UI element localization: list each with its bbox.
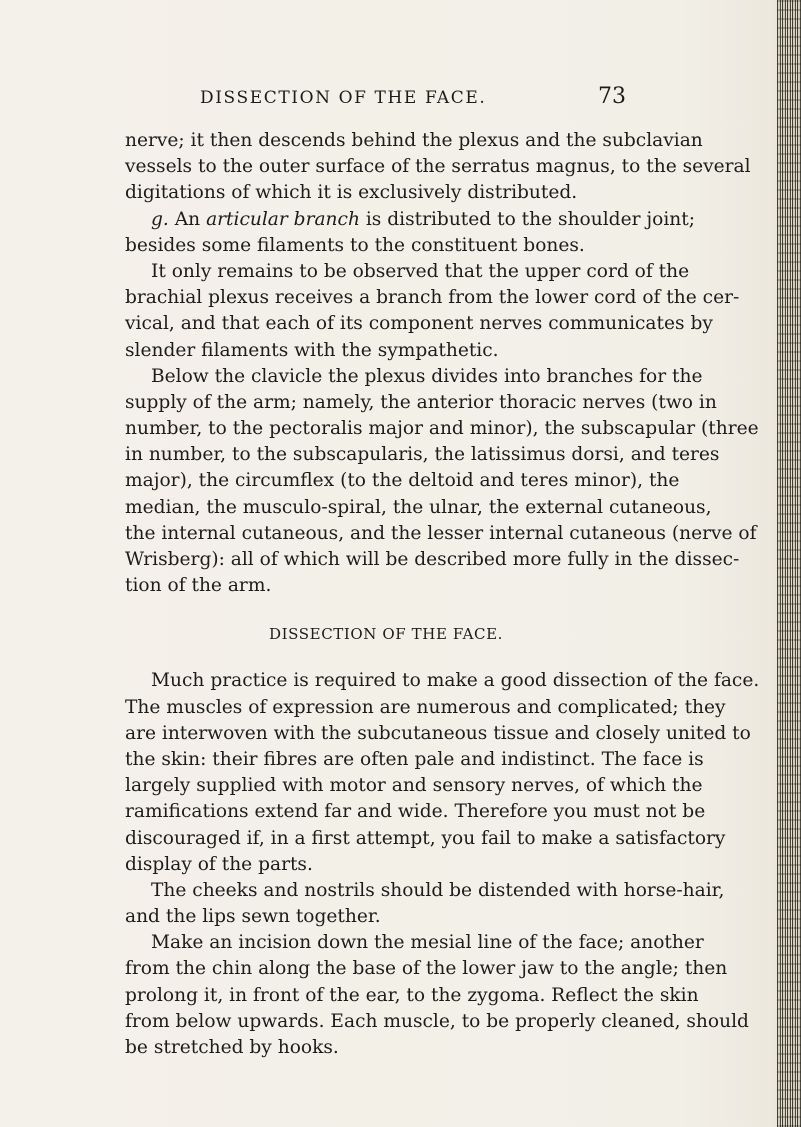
text-line: slender filaments with the sympathetic. bbox=[125, 339, 499, 361]
item-label: g. bbox=[151, 208, 169, 230]
text-line: median, the musculo-spiral, the ulnar, the external cutaneous, bbox=[125, 496, 712, 518]
text-line: besides some filaments to the constituent bones. bbox=[125, 234, 585, 256]
text-line: It only remains to be observed that the upper cord of the bbox=[151, 260, 690, 282]
page-header bbox=[200, 84, 626, 118]
text-line: in number, to the subscapularis, the latissimus dorsi, and teres bbox=[125, 444, 720, 466]
body-text bbox=[125, 128, 760, 1061]
page-number: 73 bbox=[598, 84, 626, 109]
paragraph-upper-cord bbox=[125, 259, 740, 364]
text-line: and the lips sewn together. bbox=[125, 906, 381, 928]
text-line: Make an incision down the mesial line of the face; another bbox=[151, 932, 704, 954]
text-line: nerve; it then descends behind the plexus and the subclavian bbox=[125, 130, 703, 151]
text-line: Much practice is required to make a good dissection of the face. bbox=[151, 670, 760, 692]
text-line: the internal cutaneous, and the lesser internal cutaneous (nerve of bbox=[125, 522, 757, 544]
paragraph-below-clavicle bbox=[125, 364, 759, 600]
text-line: major), the circumflex (to the deltoid and teres minor), the bbox=[125, 470, 680, 492]
text-line bbox=[125, 207, 695, 233]
text-line: supply of the arm; namely, the anterior thoracic nerves (two in bbox=[125, 391, 717, 413]
text-line: are interwoven with the subcutaneous tissue and closely united to bbox=[125, 722, 751, 744]
text-line: number, to the pectoralis major and minor), the subscapular (three bbox=[125, 418, 759, 440]
section-heading: DISSECTION OF THE FACE. bbox=[269, 625, 503, 644]
text-line: digitations of which it is exclusively distributed. bbox=[125, 182, 578, 204]
running-head: DISSECTION OF THE FACE. bbox=[200, 88, 487, 108]
text-line: ramifications extend far and wide. Therefore you must not be bbox=[125, 801, 706, 823]
italic-term: articular branch bbox=[206, 208, 360, 230]
text-line: display of the parts. bbox=[125, 853, 313, 875]
text-line: Below the clavicle the plexus divides into branches for the bbox=[151, 365, 703, 387]
text-span: is distributed to the shoulder joint; bbox=[359, 208, 695, 230]
paragraph-much-practice bbox=[125, 668, 760, 878]
text-line: vical, and that each of its component nerves communicates by bbox=[125, 313, 713, 335]
text-span: An bbox=[168, 208, 207, 230]
page-binding-edge bbox=[777, 0, 801, 1127]
text-line: from the chin along the base of the lower jaw to the angle; then bbox=[125, 958, 728, 980]
paragraph-incision bbox=[125, 930, 749, 1061]
text-line: prolong it, in front of the ear, to the zygoma. Reflect the skin bbox=[125, 984, 699, 1006]
text-line: tion of the arm. bbox=[125, 575, 272, 597]
text-line: vessels to the outer surface of the serratus magnus, to the several bbox=[125, 156, 751, 178]
text-line: Wrisberg): all of which will be described more fully in the dissec- bbox=[125, 549, 740, 570]
paragraph-articular-branch bbox=[125, 207, 695, 259]
text-line: The cheeks and nostrils should be distended with horse-hair, bbox=[151, 879, 725, 901]
paragraph-nerve-continuation bbox=[125, 128, 751, 207]
text-line: from below upwards. Each muscle, to be properly cleaned, should bbox=[125, 1010, 749, 1032]
text-line: discouraged if, in a first attempt, you fail to make a satisfactory bbox=[125, 827, 726, 849]
text-line: The muscles of expression are numerous and complicated; they bbox=[125, 696, 726, 718]
paragraph-cheeks-nostrils bbox=[125, 878, 725, 930]
text-line: be stretched by hooks. bbox=[125, 1037, 339, 1058]
binding-texture bbox=[777, 0, 801, 1127]
text-line: brachial plexus receives a branch from the lower cord of the cer- bbox=[125, 287, 740, 309]
text-line: largely supplied with motor and sensory nerves, of which the bbox=[125, 775, 703, 797]
text-line: the skin: their fibres are often pale and indistinct. The face is bbox=[125, 748, 704, 770]
